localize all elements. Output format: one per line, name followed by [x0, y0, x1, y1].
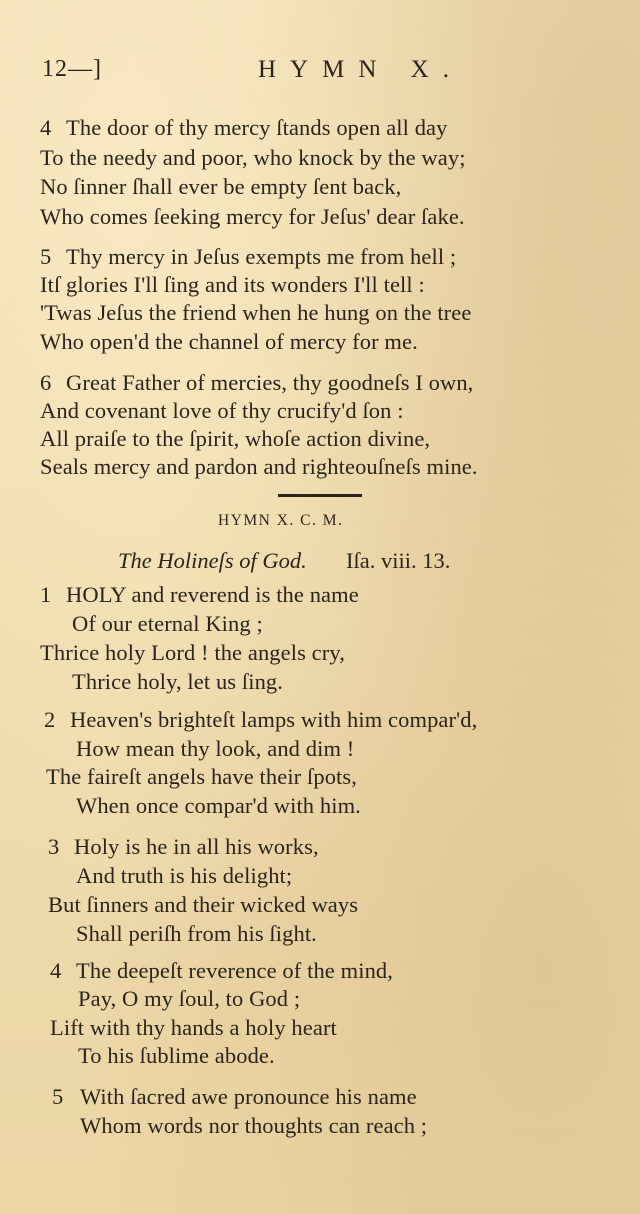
page-number: 12—]	[42, 56, 102, 82]
verse-line: Pay, O my ſoul, to God ;	[78, 986, 301, 1011]
verse-line: To the needy and poor, who knock by the way;	[40, 145, 466, 170]
verse-line: How mean thy look, and dim !	[76, 736, 355, 761]
stanza-number: 6	[40, 370, 52, 395]
verse-line: 'Twas Jeſus the friend when he hung on the tree	[40, 300, 472, 325]
verse-line: But ſinners and their wicked ways	[48, 892, 359, 917]
running-head: HYMN X.	[258, 56, 463, 83]
hymn-title: The Holineſs of God.	[118, 548, 307, 573]
stanza-number: 1	[40, 582, 52, 607]
verse-line: Holy is he in all his works,	[74, 834, 319, 859]
stanza-number: 4	[40, 115, 52, 140]
scripture-reference: Iſa. viii. 13.	[346, 548, 451, 573]
verse-line: To his ſublime abode.	[78, 1043, 275, 1068]
verse-line: Thy mercy in Jeſus exempts me from hell ;	[66, 244, 457, 269]
verse-line: With ſacred awe pronounce his name	[80, 1084, 417, 1109]
hymn-subtitle	[118, 548, 450, 574]
verse-line: Heaven's brighteſt lamps with him compar'd,	[70, 707, 478, 732]
section-divider	[278, 494, 362, 497]
verse-line: And truth is his delight;	[76, 863, 293, 888]
verse-line: Thrice holy Lord ! the angels cry,	[40, 640, 345, 665]
verse-line: Whom words nor thoughts can reach ;	[80, 1113, 428, 1138]
verse-line: And covenant love of thy crucify'd ſon :	[40, 398, 404, 423]
verse-line: When once compar'd with him.	[76, 793, 361, 818]
verse-line: Great Father of mercies, thy goodneſs I own,	[66, 370, 474, 395]
verse-line: Itſ glories I'll ſing and its wonders I'll tell :	[40, 272, 425, 297]
verse-line: Shall periſh from his ſight.	[76, 921, 317, 946]
stanza-number: 5	[52, 1084, 64, 1109]
verse-line: No ſinner ſhall ever be empty ſent back,	[40, 174, 402, 199]
verse-line: HOLY and reverend is the name	[66, 582, 359, 607]
verse-line: Who comes ſeeking mercy for Jeſus' dear ſake.	[40, 204, 465, 229]
hymn-heading: HYMN X. C. M.	[218, 512, 344, 529]
page-header	[40, 54, 600, 88]
stanza-number: 3	[48, 834, 60, 859]
verse-line: The deepeſt reverence of the mind,	[76, 958, 393, 983]
verse-line: All praiſe to the ſpirit, whoſe action divine,	[40, 426, 431, 451]
stanza-number: 4	[50, 958, 62, 983]
verse-line: Seals mercy and pardon and righteouſneſs mine.	[40, 454, 478, 479]
verse-line: Thrice holy, let us ſing.	[72, 669, 283, 694]
verse-line: The faireſt angels have their ſpots,	[46, 764, 357, 789]
verse-line: Who open'd the channel of mercy for me.	[40, 329, 418, 354]
stanza-number: 5	[40, 244, 52, 269]
verse-line: The door of thy mercy ſtands open all day	[66, 115, 448, 140]
stanza-number: 2	[44, 707, 56, 732]
verse-line: Lift with thy hands a holy heart	[50, 1015, 337, 1040]
verse-line: Of our eternal King ;	[72, 611, 263, 636]
